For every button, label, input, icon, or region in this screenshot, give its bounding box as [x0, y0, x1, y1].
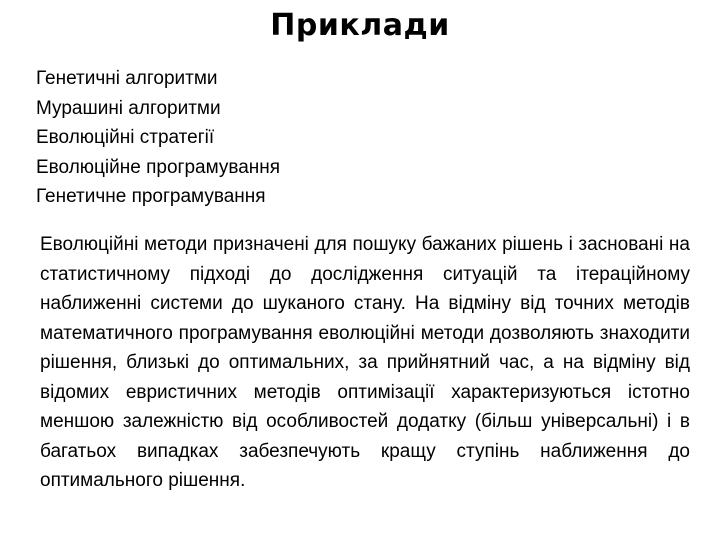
list-item: Мурашині алгоритми	[36, 97, 221, 119]
list-item: Еволюційні стратегії	[36, 127, 215, 148]
list-item: Еволюційне програмування	[36, 156, 281, 178]
list-item: Генетичне програмування	[36, 186, 266, 207]
slide-title: Приклади	[270, 8, 450, 43]
list-item: Генетичні алгоритми	[36, 68, 218, 89]
description-paragraph: Еволюційні методи призначені для пошуку бажаних рішень і засновані на статистичному підході до дослідження ситуацій та ітераційному наближенні системи до шуканого стану. На відміну від точних методів математичного програмування еволюційні методи дозволяють знаходити рішення, близькі до оптимальних, за прийнятний час, а на відміну від відомих евристичних методів оптимізації характеризуються істотно меншою залежністю від особливостей додатку (більш універсальні) і в багатьох випадках забезпечують кращу ступінь наближення до оптимального рішення.	[40, 234, 690, 491]
examples-list	[36, 64, 280, 212]
